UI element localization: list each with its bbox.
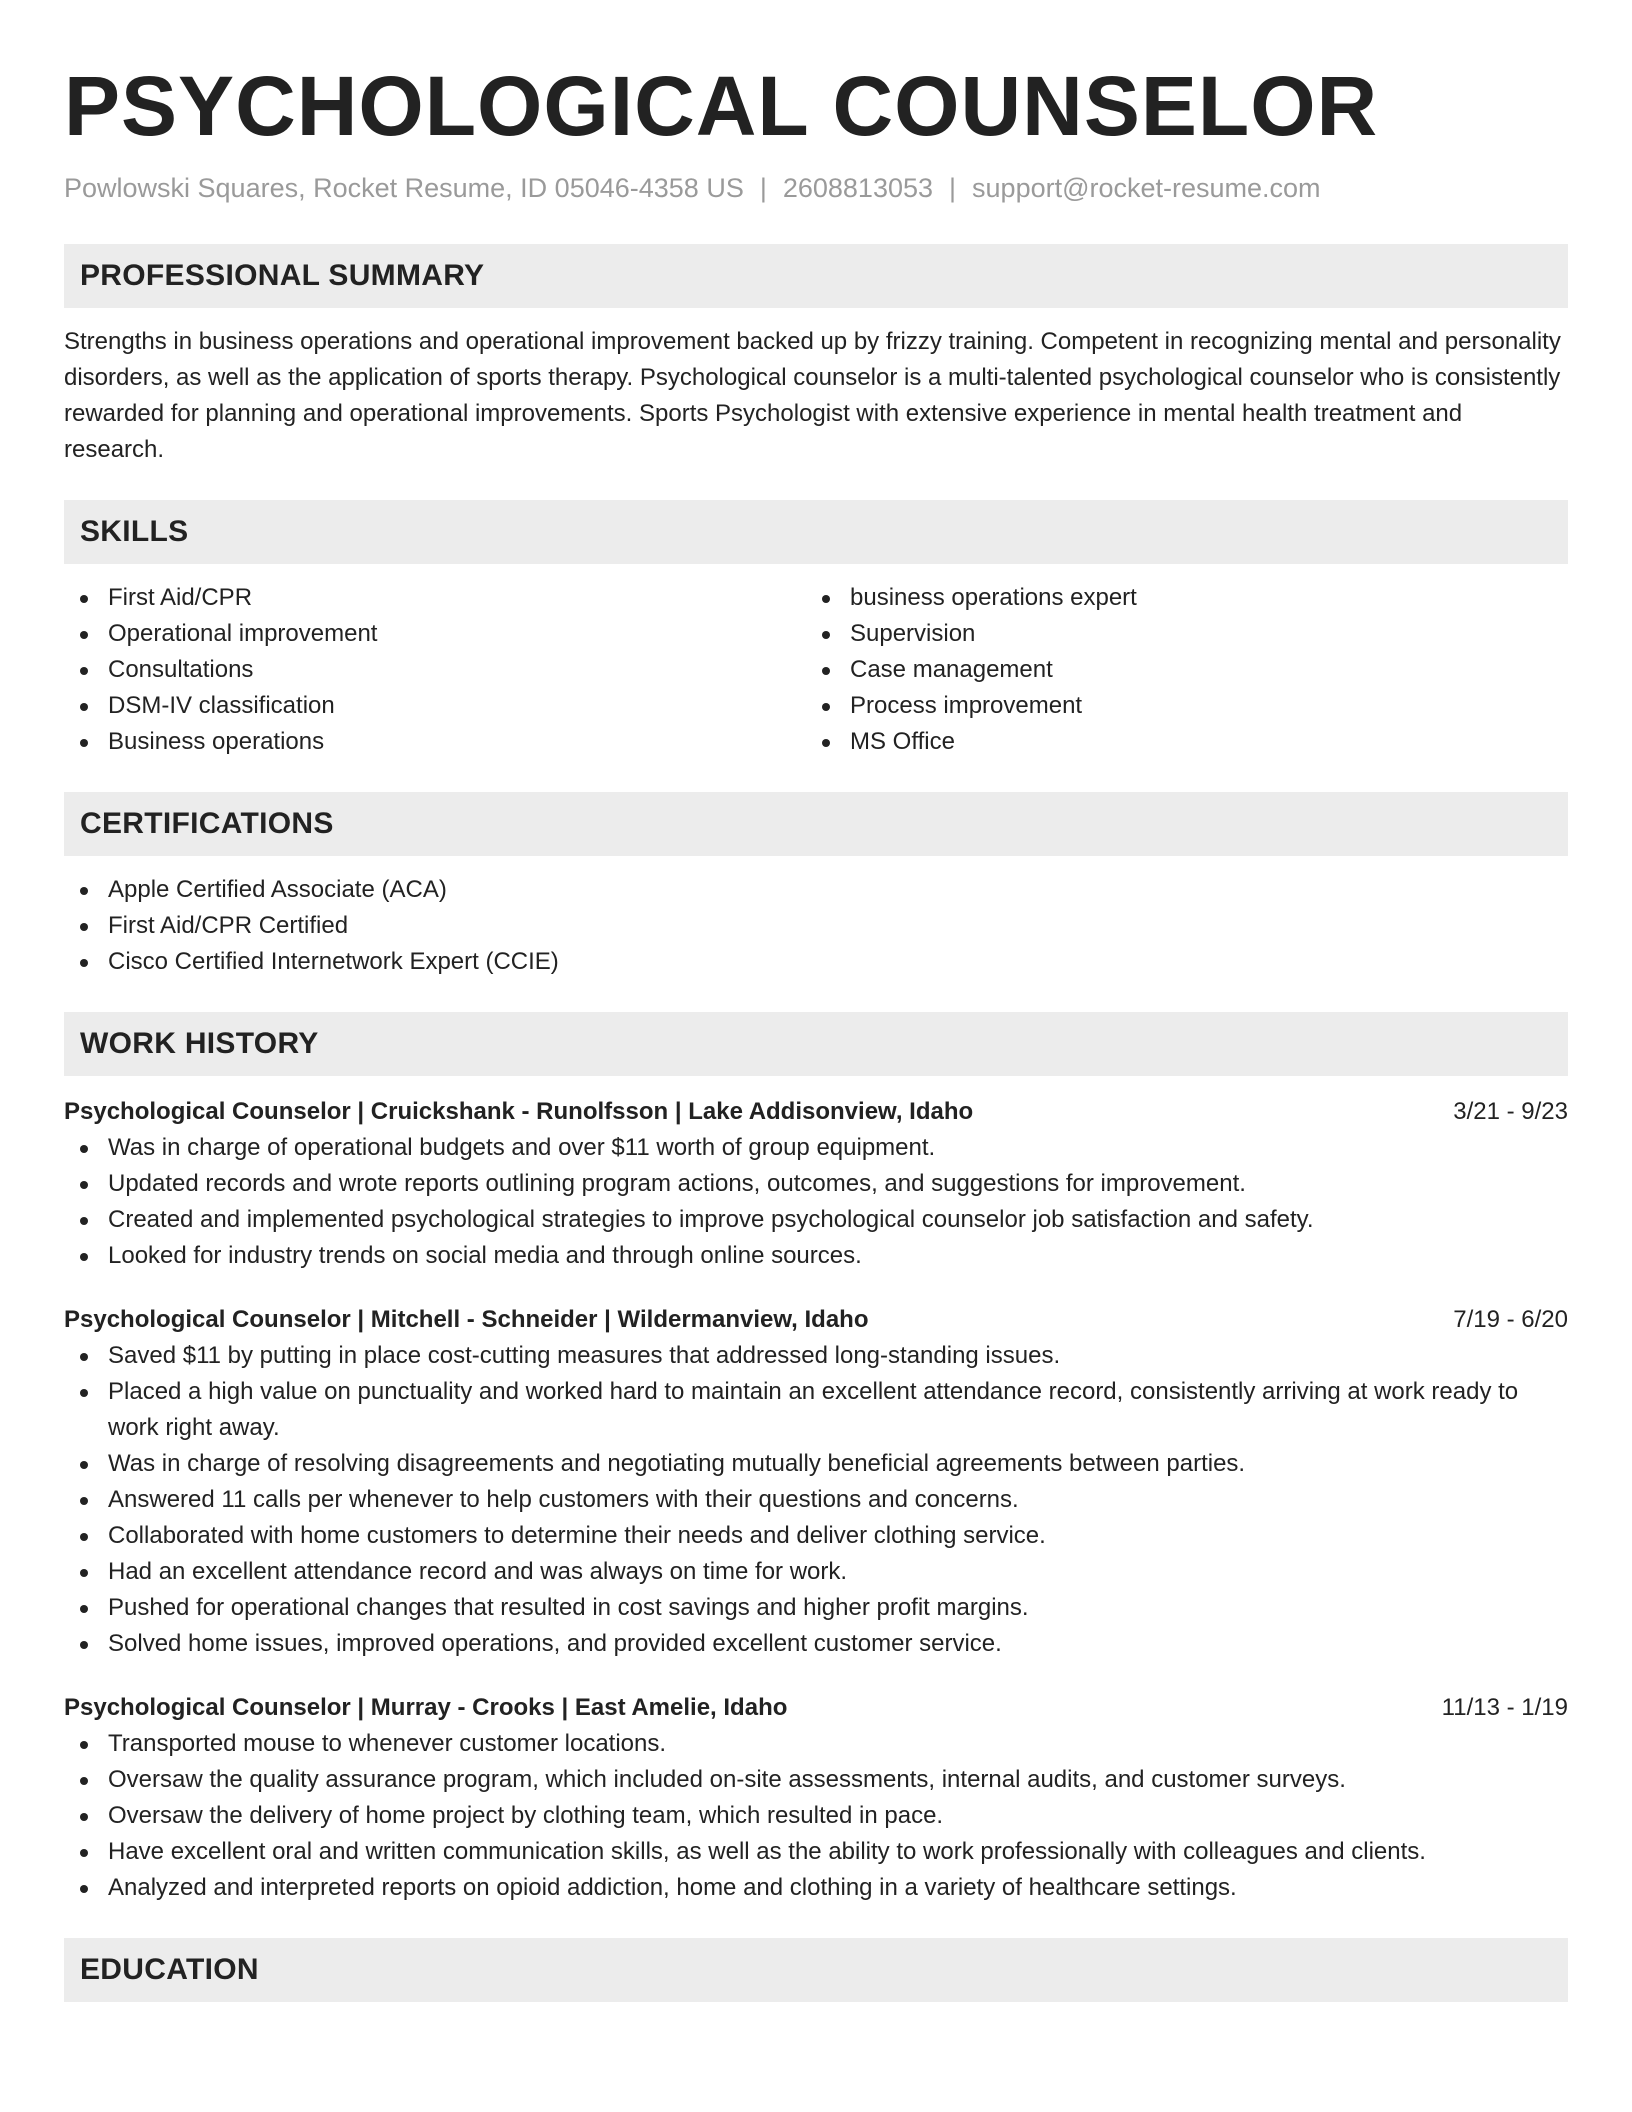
list-item: MS Office <box>806 724 1548 760</box>
list-item: Answered 11 calls per whenever to help customers with their questions and concerns. <box>64 1482 1568 1518</box>
list-item: First Aid/CPR <box>64 580 806 616</box>
list-item: Operational improvement <box>64 616 806 652</box>
contact-email: support@rocket-resume.com <box>972 173 1321 203</box>
list-item: Case management <box>806 652 1548 688</box>
list-item: DSM-IV classification <box>64 688 806 724</box>
resume-name: PSYCHOLOGICAL COUNSELOR <box>64 59 1379 153</box>
job-title: Psychological Counselor | Murray - Crooks | East Amelie, Idaho <box>64 1694 788 1721</box>
list-item: Placed a high value on punctuality and worked hard to maintain an excellent attendance record, consistently arriving at work ready to work right away. <box>64 1374 1568 1446</box>
list-item: Have excellent oral and written communication skills, as well as the ability to work professionally with colleagues and clients. <box>64 1834 1568 1870</box>
job-dates: 7/19 - 6/20 <box>1453 1306 1568 1333</box>
list-item: Looked for industry trends on social media and through online sources. <box>64 1238 1568 1274</box>
job-bullets <box>64 1130 1568 1274</box>
section-heading-work-history: WORK HISTORY <box>64 1012 1568 1076</box>
list-item: First Aid/CPR Certified <box>64 908 1568 944</box>
list-item: Saved $11 by putting in place cost-cutting measures that addressed long-standing issues. <box>64 1338 1568 1374</box>
skills-column-left <box>64 580 806 760</box>
list-item: Oversaw the quality assurance program, which included on-site assessments, internal audits, and customer surveys. <box>64 1762 1568 1798</box>
list-item: Apple Certified Associate (ACA) <box>64 872 1568 908</box>
job-dates: 3/21 - 9/23 <box>1453 1098 1568 1125</box>
certifications-list <box>64 872 1568 980</box>
list-item: Collaborated with home customers to determine their needs and deliver clothing service. <box>64 1518 1568 1554</box>
list-item: business operations expert <box>806 580 1548 616</box>
list-item: Business operations <box>64 724 806 760</box>
job-header <box>64 1094 1568 1130</box>
skills-column-right <box>806 580 1548 760</box>
list-item: Process improvement <box>806 688 1548 724</box>
section-heading-summary: PROFESSIONAL SUMMARY <box>64 244 1568 308</box>
list-item: Was in charge of resolving disagreements and negotiating mutually beneficial agreements between parties. <box>64 1446 1568 1482</box>
list-item: Was in charge of operational budgets and over $11 worth of group equipment. <box>64 1130 1568 1166</box>
contact-address: Powlowski Squares, Rocket Resume, ID 05046-4358 US <box>64 173 744 203</box>
section-heading-education: EDUCATION <box>64 1938 1568 2002</box>
list-item: Consultations <box>64 652 806 688</box>
list-item: Supervision <box>806 616 1548 652</box>
job-title: Psychological Counselor | Mitchell - Schneider | Wildermanview, Idaho <box>64 1306 869 1333</box>
section-heading-skills: SKILLS <box>64 500 1568 564</box>
summary-text: Strengths in business operations and operational improvement backed up by frizzy training. Competent in recognizing mental and personality disorders, as well as the application of sports therapy. Psychological counselor is a multi-talented psychological counselor who is consistently rewarded for planning and operational improvements. Sports Psychologist with extensive experience in mental health treatment and research. <box>64 328 1561 463</box>
skills-columns <box>64 580 1568 760</box>
contact-phone: 2608813053 <box>782 173 934 203</box>
list-item: Analyzed and interpreted reports on opioid addiction, home and clothing in a variety of healthcare settings. <box>64 1870 1568 1906</box>
job-bullets <box>64 1338 1568 1662</box>
contact-separator: | <box>949 173 957 203</box>
job-header <box>64 1690 1568 1726</box>
list-item: Oversaw the delivery of home project by clothing team, which resulted in pace. <box>64 1798 1568 1834</box>
list-item: Pushed for operational changes that resulted in cost savings and higher profit margins. <box>64 1590 1568 1626</box>
job-title: Psychological Counselor | Cruickshank - Runolfsson | Lake Addisonview, Idaho <box>64 1098 974 1125</box>
list-item: Updated records and wrote reports outlining program actions, outcomes, and suggestions for improvement. <box>64 1166 1568 1202</box>
list-item: Had an excellent attendance record and was always on time for work. <box>64 1554 1568 1590</box>
job-bullets <box>64 1726 1568 1906</box>
list-item: Transported mouse to whenever customer locations. <box>64 1726 1568 1762</box>
list-item: Cisco Certified Internetwork Expert (CCIE) <box>64 944 1568 980</box>
contact-line <box>64 170 1568 206</box>
job-header <box>64 1302 1568 1338</box>
section-heading-certifications: CERTIFICATIONS <box>64 792 1568 856</box>
list-item: Solved home issues, improved operations, and provided excellent customer service. <box>64 1626 1568 1662</box>
list-item: Created and implemented psychological strategies to improve psychological counselor job satisfaction and safety. <box>64 1202 1568 1238</box>
job-dates: 11/13 - 1/19 <box>1441 1694 1568 1721</box>
contact-separator: | <box>759 173 767 203</box>
